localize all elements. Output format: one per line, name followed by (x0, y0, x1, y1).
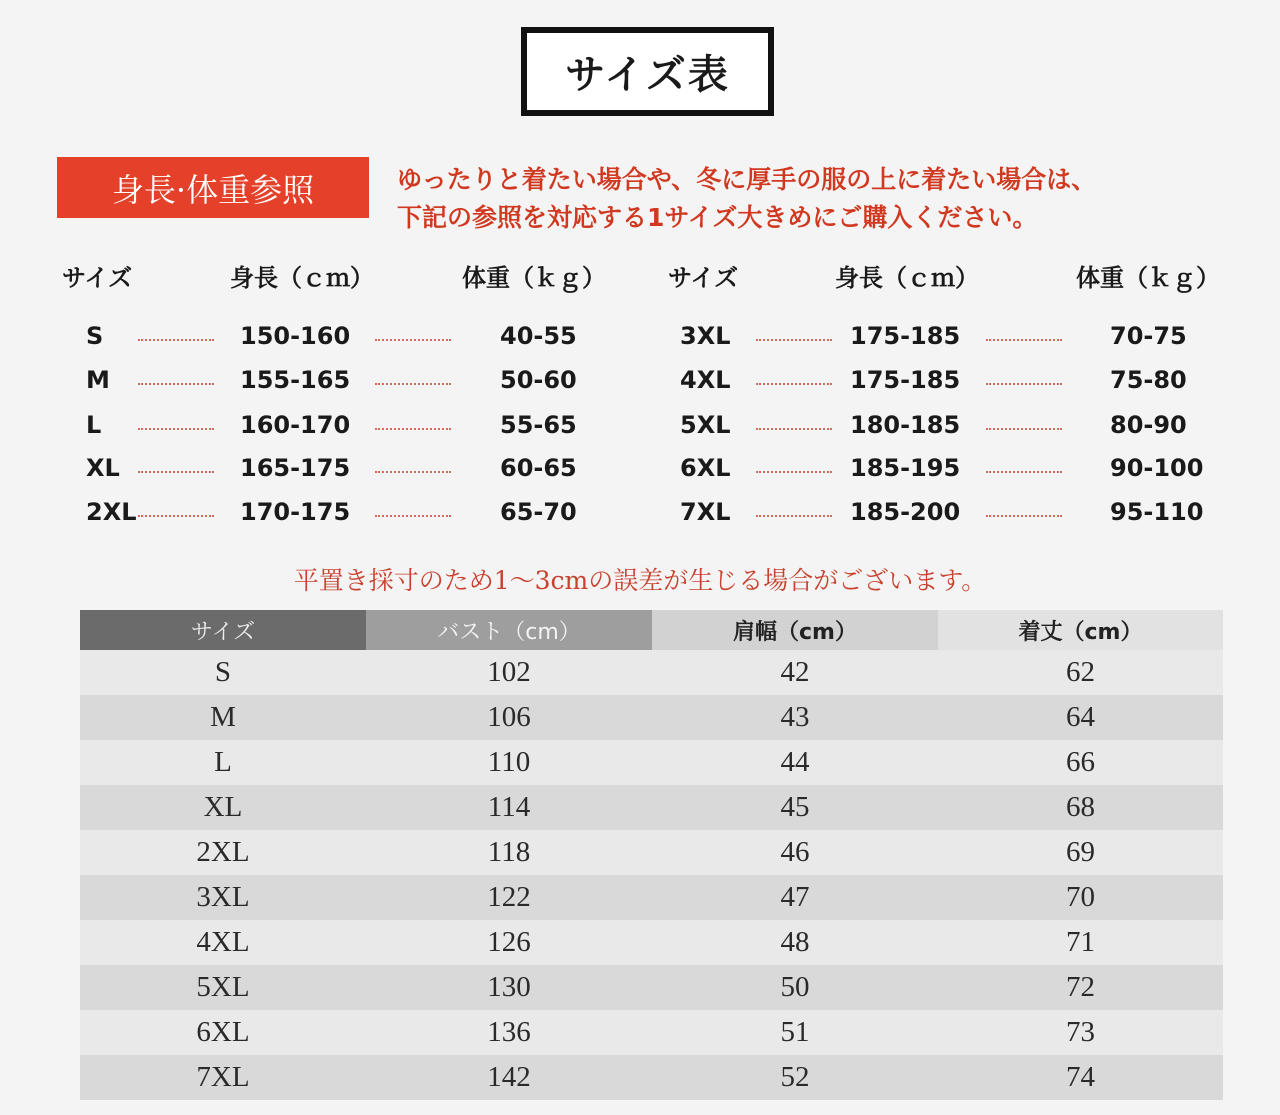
cell-bust: 126 (366, 920, 652, 965)
ref-size: L (86, 411, 102, 439)
ref-height: 185-200 (850, 498, 961, 526)
ref-size: 6XL (680, 454, 731, 482)
ref-header-weight: 体重（ｋｇ） (462, 264, 606, 292)
cell-size: 7XL (80, 1055, 366, 1100)
ref-height: 180-185 (850, 411, 961, 439)
dotted-leader (375, 339, 451, 341)
ref-size: 5XL (680, 411, 731, 439)
dotted-leader (756, 428, 832, 430)
dotted-leader (986, 383, 1062, 385)
ref-weight: 60-65 (500, 454, 577, 482)
dotted-leader (138, 383, 214, 385)
ref-size: M (86, 366, 110, 394)
cell-length: 71 (938, 920, 1223, 965)
cell-size: M (80, 695, 366, 740)
cell-size: 5XL (80, 965, 366, 1010)
cell-length: 62 (938, 650, 1223, 695)
dotted-leader (756, 383, 832, 385)
ref-header-weight: 体重（ｋｇ） (1076, 264, 1220, 292)
cell-bust: 130 (366, 965, 652, 1010)
ref-size: 3XL (680, 322, 731, 350)
table-row (80, 785, 1223, 830)
table-row (80, 965, 1223, 1010)
cell-shoulder: 44 (652, 740, 938, 785)
cell-size: L (80, 740, 366, 785)
ref-height: 175-185 (850, 322, 961, 350)
ref-weight: 50-60 (500, 366, 577, 394)
ref-header-height: 身長（ｃｍ） (835, 264, 979, 292)
ref-height: 175-185 (850, 366, 961, 394)
cell-length: 70 (938, 875, 1223, 920)
cell-shoulder: 47 (652, 875, 938, 920)
ref-weight: 90-100 (1110, 454, 1204, 482)
cell-shoulder: 52 (652, 1055, 938, 1100)
table-row (80, 650, 1223, 695)
table-row (80, 1010, 1223, 1055)
cell-shoulder: 42 (652, 650, 938, 695)
cell-bust: 118 (366, 830, 652, 875)
dotted-leader (986, 471, 1062, 473)
cell-size: 3XL (80, 875, 366, 920)
table-row (80, 920, 1223, 965)
dotted-leader (375, 428, 451, 430)
cell-length: 64 (938, 695, 1223, 740)
reference-label: 身長·体重参照 (57, 157, 369, 218)
cell-size: 2XL (80, 830, 366, 875)
ref-height: 150-160 (240, 322, 351, 350)
dotted-leader (986, 428, 1062, 430)
col-header-bust: バスト（cm） (366, 610, 652, 650)
ref-height: 185-195 (850, 454, 961, 482)
ref-header-height: 身長（ｃｍ） (230, 264, 374, 292)
cell-shoulder: 51 (652, 1010, 938, 1055)
page-title: サイズ表 (521, 27, 774, 116)
cell-bust: 110 (366, 740, 652, 785)
cell-bust: 102 (366, 650, 652, 695)
cell-length: 72 (938, 965, 1223, 1010)
sizing-note-line-2: 下記の参照を対応する1サイズ大きめにご購入ください。 (397, 203, 1038, 232)
cell-size: XL (80, 785, 366, 830)
dotted-leader (138, 515, 214, 517)
col-header-shoulder: 肩幅（cm） (652, 610, 938, 650)
measurement-table (80, 610, 1223, 1100)
ref-size: 7XL (680, 498, 731, 526)
cell-shoulder: 45 (652, 785, 938, 830)
table-row (80, 740, 1223, 785)
cell-bust: 114 (366, 785, 652, 830)
cell-length: 66 (938, 740, 1223, 785)
ref-size: XL (86, 454, 120, 482)
cell-length: 68 (938, 785, 1223, 830)
table-row (80, 1055, 1223, 1100)
ref-weight: 55-65 (500, 411, 577, 439)
ref-size: 2XL (86, 498, 137, 526)
cell-shoulder: 50 (652, 965, 938, 1010)
ref-weight: 95-110 (1110, 498, 1204, 526)
cell-length: 73 (938, 1010, 1223, 1055)
dotted-leader (138, 339, 214, 341)
cell-size: 4XL (80, 920, 366, 965)
cell-shoulder: 46 (652, 830, 938, 875)
dotted-leader (375, 471, 451, 473)
ref-weight: 70-75 (1110, 322, 1187, 350)
sizing-note-line-1: ゆったりと着たい場合や、冬に厚手の服の上に着たい場合は、 (397, 165, 1097, 194)
table-row (80, 830, 1223, 875)
dotted-leader (986, 339, 1062, 341)
ref-weight: 40-55 (500, 322, 577, 350)
dotted-leader (986, 515, 1062, 517)
table-row (80, 875, 1223, 920)
dotted-leader (756, 339, 832, 341)
ref-height: 170-175 (240, 498, 351, 526)
cell-bust: 106 (366, 695, 652, 740)
table-row (80, 695, 1223, 740)
col-header-size: サイズ (80, 610, 366, 650)
ref-height: 165-175 (240, 454, 351, 482)
cell-bust: 122 (366, 875, 652, 920)
measurement-note: 平置き採寸のため1～3cmの誤差が生じる場合がございます。 (293, 566, 987, 595)
ref-height: 155-165 (240, 366, 351, 394)
ref-height: 160-170 (240, 411, 351, 439)
table-header-row (80, 610, 1223, 650)
ref-size: 4XL (680, 366, 731, 394)
dotted-leader (138, 471, 214, 473)
cell-bust: 136 (366, 1010, 652, 1055)
dotted-leader (756, 515, 832, 517)
ref-weight: 80-90 (1110, 411, 1187, 439)
cell-shoulder: 48 (652, 920, 938, 965)
col-header-length: 着丈（cm） (938, 610, 1223, 650)
ref-header-size: サイズ (62, 264, 133, 292)
ref-weight: 65-70 (500, 498, 577, 526)
ref-weight: 75-80 (1110, 366, 1187, 394)
ref-size: S (86, 322, 104, 350)
cell-bust: 142 (366, 1055, 652, 1100)
cell-length: 74 (938, 1055, 1223, 1100)
ref-header-size: サイズ (668, 264, 739, 292)
dotted-leader (375, 383, 451, 385)
dotted-leader (138, 428, 214, 430)
cell-length: 69 (938, 830, 1223, 875)
cell-shoulder: 43 (652, 695, 938, 740)
cell-size: S (80, 650, 366, 695)
dotted-leader (375, 515, 451, 517)
dotted-leader (756, 471, 832, 473)
cell-size: 6XL (80, 1010, 366, 1055)
